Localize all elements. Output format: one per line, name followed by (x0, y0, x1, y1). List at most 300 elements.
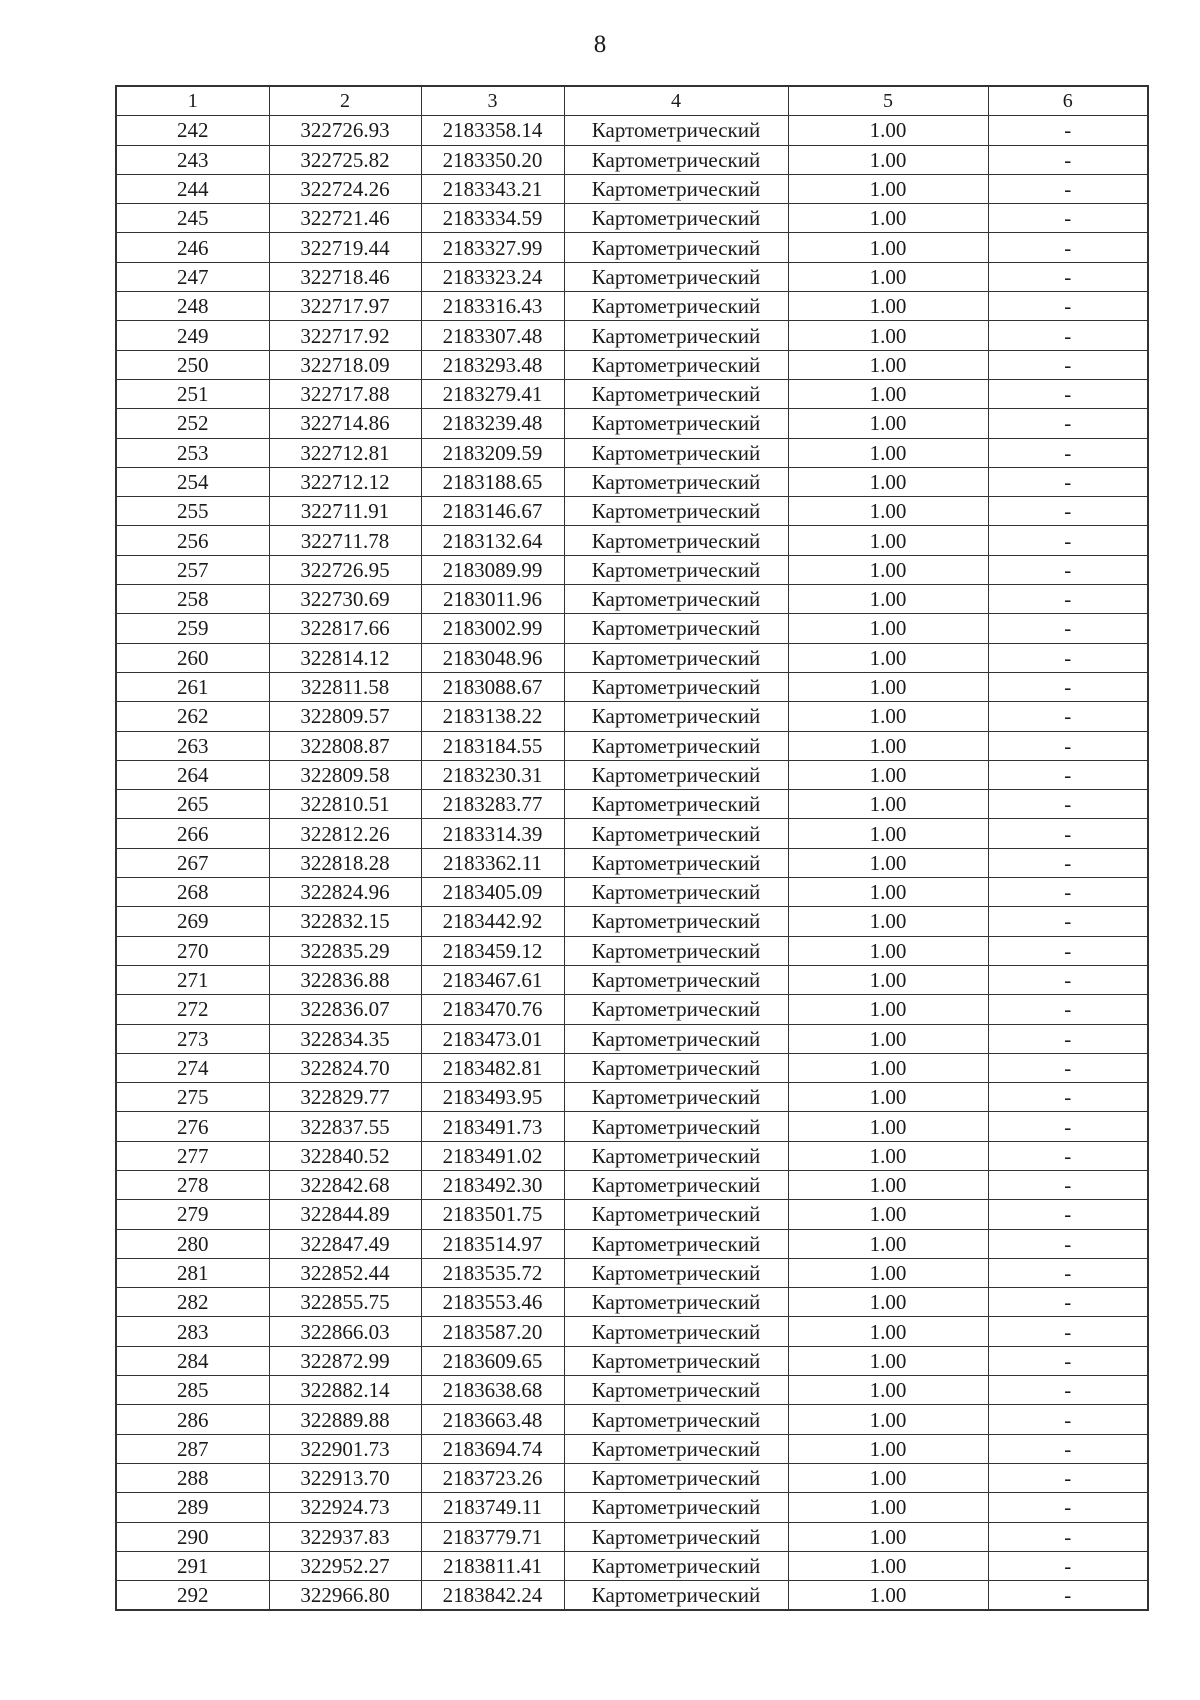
x-coordinate-cell: 322810.51 (269, 790, 421, 819)
point-number-cell: 273 (116, 1024, 269, 1053)
y-coordinate-cell: 2183362.11 (421, 848, 564, 877)
point-number-cell: 259 (116, 614, 269, 643)
note-cell: - (988, 878, 1148, 907)
accuracy-cell: 1.00 (788, 526, 988, 555)
table-row (116, 1434, 1148, 1463)
method-cell: Картометрический (564, 790, 788, 819)
table-row (116, 731, 1148, 760)
accuracy-cell: 1.00 (788, 233, 988, 262)
method-cell: Картометрический (564, 878, 788, 907)
note-cell: - (988, 1463, 1148, 1492)
x-coordinate-cell: 322712.81 (269, 438, 421, 467)
x-coordinate-cell: 322829.77 (269, 1083, 421, 1112)
note-cell: - (988, 1317, 1148, 1346)
note-cell: - (988, 1258, 1148, 1287)
y-coordinate-cell: 2183132.64 (421, 526, 564, 555)
table-row (116, 1024, 1148, 1053)
accuracy-cell: 1.00 (788, 614, 988, 643)
method-cell: Картометрический (564, 1053, 788, 1082)
method-cell: Картометрический (564, 936, 788, 965)
point-number-cell: 282 (116, 1288, 269, 1317)
point-number-cell: 286 (116, 1405, 269, 1434)
accuracy-cell: 1.00 (788, 1141, 988, 1170)
x-coordinate-cell: 322842.68 (269, 1170, 421, 1199)
note-cell: - (988, 262, 1148, 291)
y-coordinate-cell: 2183587.20 (421, 1317, 564, 1346)
note-cell: - (988, 1229, 1148, 1258)
method-cell: Картометрический (564, 760, 788, 789)
accuracy-cell: 1.00 (788, 1581, 988, 1611)
x-coordinate-cell: 322866.03 (269, 1317, 421, 1346)
note-cell: - (988, 292, 1148, 321)
point-number-cell: 243 (116, 145, 269, 174)
table-row (116, 1200, 1148, 1229)
table-row (116, 1581, 1148, 1611)
y-coordinate-cell: 2183188.65 (421, 467, 564, 496)
note-cell: - (988, 702, 1148, 731)
table-row (116, 614, 1148, 643)
method-cell: Картометрический (564, 1376, 788, 1405)
note-cell: - (988, 760, 1148, 789)
point-number-cell: 276 (116, 1112, 269, 1141)
x-coordinate-cell: 322952.27 (269, 1551, 421, 1580)
accuracy-cell: 1.00 (788, 1405, 988, 1434)
accuracy-cell: 1.00 (788, 1200, 988, 1229)
y-coordinate-cell: 2183492.30 (421, 1170, 564, 1199)
method-cell: Картометрический (564, 731, 788, 760)
y-coordinate-cell: 2183307.48 (421, 321, 564, 350)
note-cell: - (988, 1141, 1148, 1170)
point-number-cell: 257 (116, 555, 269, 584)
table-row (116, 555, 1148, 584)
note-cell: - (988, 965, 1148, 994)
accuracy-cell: 1.00 (788, 350, 988, 379)
table-row (116, 116, 1148, 145)
point-number-cell: 253 (116, 438, 269, 467)
accuracy-cell: 1.00 (788, 1376, 988, 1405)
note-cell: - (988, 1346, 1148, 1375)
accuracy-cell: 1.00 (788, 702, 988, 731)
point-number-cell: 274 (116, 1053, 269, 1082)
y-coordinate-cell: 2183811.41 (421, 1551, 564, 1580)
accuracy-cell: 1.00 (788, 1170, 988, 1199)
method-cell: Картометрический (564, 321, 788, 350)
note-cell: - (988, 1434, 1148, 1463)
note-cell: - (988, 585, 1148, 614)
method-cell: Картометрический (564, 1317, 788, 1346)
table-row (116, 907, 1148, 936)
note-cell: - (988, 467, 1148, 496)
method-cell: Картометрический (564, 174, 788, 203)
note-cell: - (988, 819, 1148, 848)
accuracy-cell: 1.00 (788, 907, 988, 936)
point-number-cell: 285 (116, 1376, 269, 1405)
y-coordinate-cell: 2183279.41 (421, 379, 564, 408)
method-cell: Картометрический (564, 233, 788, 262)
x-coordinate-cell: 322730.69 (269, 585, 421, 614)
accuracy-cell: 1.00 (788, 965, 988, 994)
x-coordinate-cell: 322836.88 (269, 965, 421, 994)
y-coordinate-cell: 2183011.96 (421, 585, 564, 614)
x-coordinate-cell: 322726.93 (269, 116, 421, 145)
accuracy-cell: 1.00 (788, 1434, 988, 1463)
accuracy-cell: 1.00 (788, 467, 988, 496)
point-number-cell: 248 (116, 292, 269, 321)
note-cell: - (988, 1024, 1148, 1053)
x-coordinate-cell: 322882.14 (269, 1376, 421, 1405)
x-coordinate-cell: 322824.96 (269, 878, 421, 907)
x-coordinate-cell: 322818.28 (269, 848, 421, 877)
accuracy-cell: 1.00 (788, 1258, 988, 1287)
accuracy-cell: 1.00 (788, 438, 988, 467)
table-row (116, 1229, 1148, 1258)
method-cell: Картометрический (564, 907, 788, 936)
accuracy-cell: 1.00 (788, 995, 988, 1024)
method-cell: Картометрический (564, 1405, 788, 1434)
column-header-2: 2 (269, 86, 421, 116)
accuracy-cell: 1.00 (788, 116, 988, 145)
x-coordinate-cell: 322824.70 (269, 1053, 421, 1082)
table-row (116, 379, 1148, 408)
table-row (116, 438, 1148, 467)
note-cell: - (988, 1581, 1148, 1611)
point-number-cell: 254 (116, 467, 269, 496)
y-coordinate-cell: 2183501.75 (421, 1200, 564, 1229)
method-cell: Картометрический (564, 438, 788, 467)
x-coordinate-cell: 322817.66 (269, 614, 421, 643)
method-cell: Картометрический (564, 672, 788, 701)
point-number-cell: 266 (116, 819, 269, 848)
table-row (116, 262, 1148, 291)
note-cell: - (988, 555, 1148, 584)
note-cell: - (988, 497, 1148, 526)
x-coordinate-cell: 322836.07 (269, 995, 421, 1024)
table-row (116, 1141, 1148, 1170)
y-coordinate-cell: 2183327.99 (421, 233, 564, 262)
point-number-cell: 256 (116, 526, 269, 555)
accuracy-cell: 1.00 (788, 1493, 988, 1522)
point-number-cell: 270 (116, 936, 269, 965)
table-row (116, 292, 1148, 321)
x-coordinate-cell: 322726.95 (269, 555, 421, 584)
accuracy-cell: 1.00 (788, 1551, 988, 1580)
table-row (116, 145, 1148, 174)
note-cell: - (988, 1112, 1148, 1141)
y-coordinate-cell: 2183358.14 (421, 116, 564, 145)
table-row (116, 672, 1148, 701)
accuracy-cell: 1.00 (788, 1346, 988, 1375)
table-row (116, 1317, 1148, 1346)
y-coordinate-cell: 2183323.24 (421, 262, 564, 291)
table-row (116, 878, 1148, 907)
y-coordinate-cell: 2183146.67 (421, 497, 564, 526)
note-cell: - (988, 321, 1148, 350)
point-number-cell: 281 (116, 1258, 269, 1287)
table-row (116, 1083, 1148, 1112)
method-cell: Картометрический (564, 965, 788, 994)
method-cell: Картометрический (564, 1551, 788, 1580)
method-cell: Картометрический (564, 1288, 788, 1317)
y-coordinate-cell: 2183350.20 (421, 145, 564, 174)
accuracy-cell: 1.00 (788, 262, 988, 291)
table-row (116, 1493, 1148, 1522)
x-coordinate-cell: 322724.26 (269, 174, 421, 203)
x-coordinate-cell: 322808.87 (269, 731, 421, 760)
method-cell: Картометрический (564, 262, 788, 291)
point-number-cell: 289 (116, 1493, 269, 1522)
accuracy-cell: 1.00 (788, 790, 988, 819)
point-number-cell: 251 (116, 379, 269, 408)
y-coordinate-cell: 2183535.72 (421, 1258, 564, 1287)
x-coordinate-cell: 322725.82 (269, 145, 421, 174)
accuracy-cell: 1.00 (788, 672, 988, 701)
method-cell: Картометрический (564, 409, 788, 438)
y-coordinate-cell: 2183239.48 (421, 409, 564, 438)
table-row (116, 409, 1148, 438)
accuracy-cell: 1.00 (788, 819, 988, 848)
point-number-cell: 267 (116, 848, 269, 877)
note-cell: - (988, 1522, 1148, 1551)
note-cell: - (988, 907, 1148, 936)
x-coordinate-cell: 322966.80 (269, 1581, 421, 1611)
method-cell: Картометрический (564, 1493, 788, 1522)
point-number-cell: 263 (116, 731, 269, 760)
x-coordinate-cell: 322855.75 (269, 1288, 421, 1317)
x-coordinate-cell: 322835.29 (269, 936, 421, 965)
note-cell: - (988, 1083, 1148, 1112)
y-coordinate-cell: 2183184.55 (421, 731, 564, 760)
method-cell: Картометрический (564, 1522, 788, 1551)
point-number-cell: 292 (116, 1581, 269, 1611)
y-coordinate-cell: 2183749.11 (421, 1493, 564, 1522)
point-number-cell: 247 (116, 262, 269, 291)
method-cell: Картометрический (564, 1200, 788, 1229)
note-cell: - (988, 1405, 1148, 1434)
method-cell: Картометрический (564, 1463, 788, 1492)
point-number-cell: 260 (116, 643, 269, 672)
point-number-cell: 250 (116, 350, 269, 379)
x-coordinate-cell: 322811.58 (269, 672, 421, 701)
y-coordinate-cell: 2183638.68 (421, 1376, 564, 1405)
table-header (116, 86, 1148, 116)
y-coordinate-cell: 2183230.31 (421, 760, 564, 789)
header-row (116, 86, 1148, 116)
note-cell: - (988, 1376, 1148, 1405)
y-coordinate-cell: 2183553.46 (421, 1288, 564, 1317)
method-cell: Картометрический (564, 1112, 788, 1141)
point-number-cell: 265 (116, 790, 269, 819)
y-coordinate-cell: 2183405.09 (421, 878, 564, 907)
y-coordinate-cell: 2183283.77 (421, 790, 564, 819)
x-coordinate-cell: 322913.70 (269, 1463, 421, 1492)
x-coordinate-cell: 322717.92 (269, 321, 421, 350)
x-coordinate-cell: 322837.55 (269, 1112, 421, 1141)
table-row (116, 526, 1148, 555)
accuracy-cell: 1.00 (788, 379, 988, 408)
table-row (116, 1522, 1148, 1551)
point-number-cell: 290 (116, 1522, 269, 1551)
x-coordinate-cell: 322840.52 (269, 1141, 421, 1170)
x-coordinate-cell: 322718.46 (269, 262, 421, 291)
note-cell: - (988, 379, 1148, 408)
point-number-cell: 252 (116, 409, 269, 438)
y-coordinate-cell: 2183293.48 (421, 350, 564, 379)
method-cell: Картометрический (564, 1434, 788, 1463)
accuracy-cell: 1.00 (788, 643, 988, 672)
note-cell: - (988, 1288, 1148, 1317)
x-coordinate-cell: 322717.88 (269, 379, 421, 408)
point-number-cell: 242 (116, 116, 269, 145)
table-row (116, 174, 1148, 203)
point-number-cell: 246 (116, 233, 269, 262)
note-cell: - (988, 643, 1148, 672)
method-cell: Картометрический (564, 643, 788, 672)
x-coordinate-cell: 322832.15 (269, 907, 421, 936)
point-number-cell: 244 (116, 174, 269, 203)
x-coordinate-cell: 322901.73 (269, 1434, 421, 1463)
note-cell: - (988, 438, 1148, 467)
accuracy-cell: 1.00 (788, 878, 988, 907)
note-cell: - (988, 614, 1148, 643)
accuracy-cell: 1.00 (788, 555, 988, 584)
x-coordinate-cell: 322717.97 (269, 292, 421, 321)
method-cell: Картометрический (564, 995, 788, 1024)
method-cell: Картометрический (564, 1229, 788, 1258)
method-cell: Картометрический (564, 848, 788, 877)
x-coordinate-cell: 322711.78 (269, 526, 421, 555)
accuracy-cell: 1.00 (788, 1112, 988, 1141)
point-number-cell: 249 (116, 321, 269, 350)
y-coordinate-cell: 2183334.59 (421, 204, 564, 233)
table-row (116, 1376, 1148, 1405)
note-cell: - (988, 936, 1148, 965)
table-row (116, 1258, 1148, 1287)
method-cell: Картометрический (564, 350, 788, 379)
table-row (116, 1288, 1148, 1317)
accuracy-cell: 1.00 (788, 848, 988, 877)
point-number-cell: 258 (116, 585, 269, 614)
y-coordinate-cell: 2183343.21 (421, 174, 564, 203)
accuracy-cell: 1.00 (788, 1288, 988, 1317)
note-cell: - (988, 1551, 1148, 1580)
y-coordinate-cell: 2183491.73 (421, 1112, 564, 1141)
table-row (116, 497, 1148, 526)
method-cell: Картометрический (564, 1346, 788, 1375)
table-row (116, 1405, 1148, 1434)
accuracy-cell: 1.00 (788, 204, 988, 233)
accuracy-cell: 1.00 (788, 1522, 988, 1551)
x-coordinate-cell: 322718.09 (269, 350, 421, 379)
y-coordinate-cell: 2183723.26 (421, 1463, 564, 1492)
x-coordinate-cell: 322872.99 (269, 1346, 421, 1375)
point-number-cell: 255 (116, 497, 269, 526)
point-number-cell: 288 (116, 1463, 269, 1492)
x-coordinate-cell: 322844.89 (269, 1200, 421, 1229)
y-coordinate-cell: 2183459.12 (421, 936, 564, 965)
note-cell: - (988, 145, 1148, 174)
table-row (116, 965, 1148, 994)
accuracy-cell: 1.00 (788, 321, 988, 350)
point-number-cell: 245 (116, 204, 269, 233)
method-cell: Картометрический (564, 204, 788, 233)
note-cell: - (988, 204, 1148, 233)
method-cell: Картометрический (564, 497, 788, 526)
y-coordinate-cell: 2183002.99 (421, 614, 564, 643)
note-cell: - (988, 1200, 1148, 1229)
column-header-3: 3 (421, 86, 564, 116)
x-coordinate-cell: 322812.26 (269, 819, 421, 848)
column-header-4: 4 (564, 86, 788, 116)
method-cell: Картометрический (564, 1581, 788, 1611)
y-coordinate-cell: 2183316.43 (421, 292, 564, 321)
point-number-cell: 280 (116, 1229, 269, 1258)
table-row (116, 585, 1148, 614)
table-row (116, 1463, 1148, 1492)
accuracy-cell: 1.00 (788, 1053, 988, 1082)
note-cell: - (988, 1053, 1148, 1082)
x-coordinate-cell: 322711.91 (269, 497, 421, 526)
y-coordinate-cell: 2183470.76 (421, 995, 564, 1024)
point-number-cell: 279 (116, 1200, 269, 1229)
x-coordinate-cell: 322889.88 (269, 1405, 421, 1434)
table-row (116, 702, 1148, 731)
accuracy-cell: 1.00 (788, 1463, 988, 1492)
column-header-6: 6 (988, 86, 1148, 116)
method-cell: Картометрический (564, 379, 788, 408)
accuracy-cell: 1.00 (788, 760, 988, 789)
accuracy-cell: 1.00 (788, 409, 988, 438)
y-coordinate-cell: 2183473.01 (421, 1024, 564, 1053)
y-coordinate-cell: 2183491.02 (421, 1141, 564, 1170)
y-coordinate-cell: 2183209.59 (421, 438, 564, 467)
note-cell: - (988, 526, 1148, 555)
note-cell: - (988, 174, 1148, 203)
note-cell: - (988, 1170, 1148, 1199)
table-row (116, 467, 1148, 496)
method-cell: Картометрический (564, 145, 788, 174)
accuracy-cell: 1.00 (788, 1024, 988, 1053)
method-cell: Картометрический (564, 819, 788, 848)
method-cell: Картометрический (564, 116, 788, 145)
table-row (116, 204, 1148, 233)
table-row (116, 995, 1148, 1024)
y-coordinate-cell: 2183138.22 (421, 702, 564, 731)
y-coordinate-cell: 2183314.39 (421, 819, 564, 848)
method-cell: Картометрический (564, 1170, 788, 1199)
table-row (116, 1170, 1148, 1199)
accuracy-cell: 1.00 (788, 1229, 988, 1258)
y-coordinate-cell: 2183779.71 (421, 1522, 564, 1551)
x-coordinate-cell: 322852.44 (269, 1258, 421, 1287)
note-cell: - (988, 790, 1148, 819)
y-coordinate-cell: 2183609.65 (421, 1346, 564, 1375)
table-row (116, 1346, 1148, 1375)
x-coordinate-cell: 322721.46 (269, 204, 421, 233)
method-cell: Картометрический (564, 292, 788, 321)
note-cell: - (988, 995, 1148, 1024)
point-number-cell: 277 (116, 1141, 269, 1170)
note-cell: - (988, 848, 1148, 877)
point-number-cell: 269 (116, 907, 269, 936)
x-coordinate-cell: 322924.73 (269, 1493, 421, 1522)
point-number-cell: 275 (116, 1083, 269, 1112)
method-cell: Картометрический (564, 702, 788, 731)
point-number-cell: 284 (116, 1346, 269, 1375)
x-coordinate-cell: 322814.12 (269, 643, 421, 672)
table-row (116, 760, 1148, 789)
y-coordinate-cell: 2183694.74 (421, 1434, 564, 1463)
note-cell: - (988, 672, 1148, 701)
